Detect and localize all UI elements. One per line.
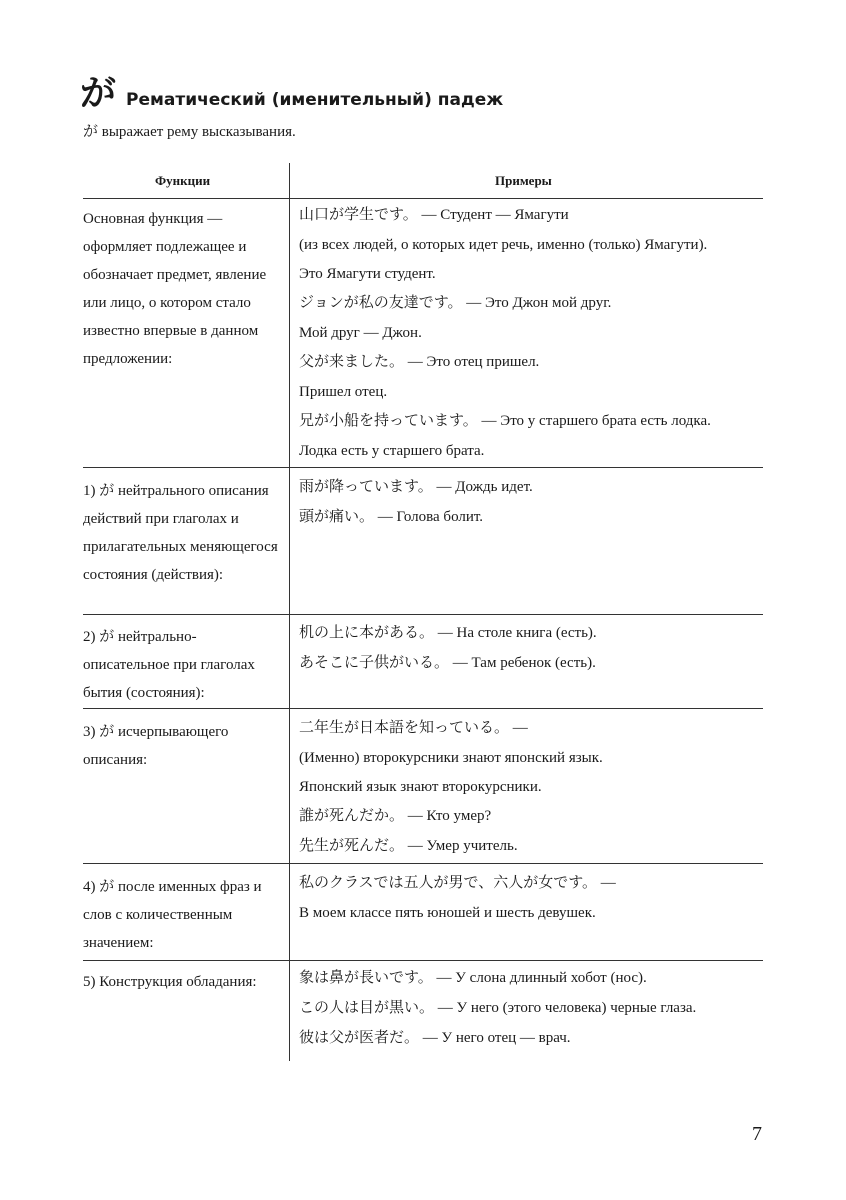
page-number: 7 xyxy=(752,1123,762,1145)
page-heading xyxy=(80,74,503,114)
examples-cell xyxy=(299,477,769,537)
example-line: 雨が降っています。 — Дождь идет. xyxy=(299,479,533,495)
heading-kana: が xyxy=(80,73,117,114)
example-line: Пришел отец. xyxy=(299,384,388,400)
function-cell: 5) Конструкция обладания: xyxy=(83,974,257,990)
row-divider xyxy=(83,198,763,199)
function-cell: 1) が нейтрального описания действий при глаголах и прилагательных меняющегося состояния (действия): xyxy=(83,483,278,583)
example-line: 山口が学生です。 — Студент — Ямагути xyxy=(299,207,569,223)
example-line: 机の上に本がある。 — На столе книга (есть). xyxy=(299,625,597,641)
example-line: (из всех людей, о которых идет речь, именно (только) Ямагути). xyxy=(299,237,708,253)
function-cell: 3) が исчерпывающего описания: xyxy=(83,724,229,768)
row-divider xyxy=(83,614,763,615)
example-line: 彼は父が医者だ。 — У него отец — врач. xyxy=(299,1030,571,1046)
example-line: 頭が痛い。 — Голова болит. xyxy=(299,509,484,525)
example-line: ジョンが私の友達です。 — Это Джон мой друг. xyxy=(299,295,612,311)
example-line: Лодка есть у старшего брата. xyxy=(299,443,485,459)
examples-cell xyxy=(299,205,769,470)
example-line: (Именно) второкурсники знают японский язык. xyxy=(299,750,603,766)
examples-cell xyxy=(299,968,769,1058)
example-line: 象は鼻が長いです。 — У слона длинный хобот (нос). xyxy=(299,970,647,986)
example-line: Японский язык знают второкурсники. xyxy=(299,779,542,795)
example-line: В моем классе пять юношей и шесть девушек. xyxy=(299,905,596,921)
example-line: 誰が死んだか。 — Кто умер? xyxy=(299,808,492,824)
example-line: 先生が死んだ。 — Умер учитель. xyxy=(299,838,518,854)
example-line: Это Ямагути студент. xyxy=(299,266,436,282)
examples-cell xyxy=(299,873,769,932)
function-cell: Основная функция — оформляет подлежащее и обозначает предмет, явление или лицо, о котором стало известно впервые в данном предложении: xyxy=(83,211,267,367)
example-line: 二年生が日本語を知っている。 — xyxy=(299,720,528,736)
examples-cell xyxy=(299,718,769,866)
example-line: 父が来ました。 — Это отец пришел. xyxy=(299,354,540,370)
intro-text: が выражает рему высказывания. xyxy=(83,124,296,140)
examples-cell xyxy=(299,623,769,683)
function-cell: 4) が после именных фраз и слов с количественным значением: xyxy=(83,879,262,951)
example-line: 兄が小船を持っています。 — Это у старшего брата есть лодка. xyxy=(299,413,711,429)
function-cell: 2) が нейтрально-описательное при глаголах бытия (состояния): xyxy=(83,629,255,701)
example-line: Мой друг — Джон. xyxy=(299,325,422,341)
example-line: この人は目が黒い。 — У него (этого человека) черные глаза. xyxy=(299,1000,697,1016)
example-line: 私のクラスでは五人が男で、六人が女です。 — xyxy=(299,875,616,891)
column-divider xyxy=(289,163,290,1061)
table-header xyxy=(83,163,763,199)
row-divider xyxy=(83,960,763,961)
page-title: Рематический (именительный) падеж xyxy=(126,90,504,110)
column-header-functions: Функции xyxy=(155,173,211,188)
column-header-examples: Примеры xyxy=(495,173,552,188)
example-line: あそこに子供がいる。 — Там ребенок (есть). xyxy=(299,655,596,671)
row-divider xyxy=(83,708,763,709)
